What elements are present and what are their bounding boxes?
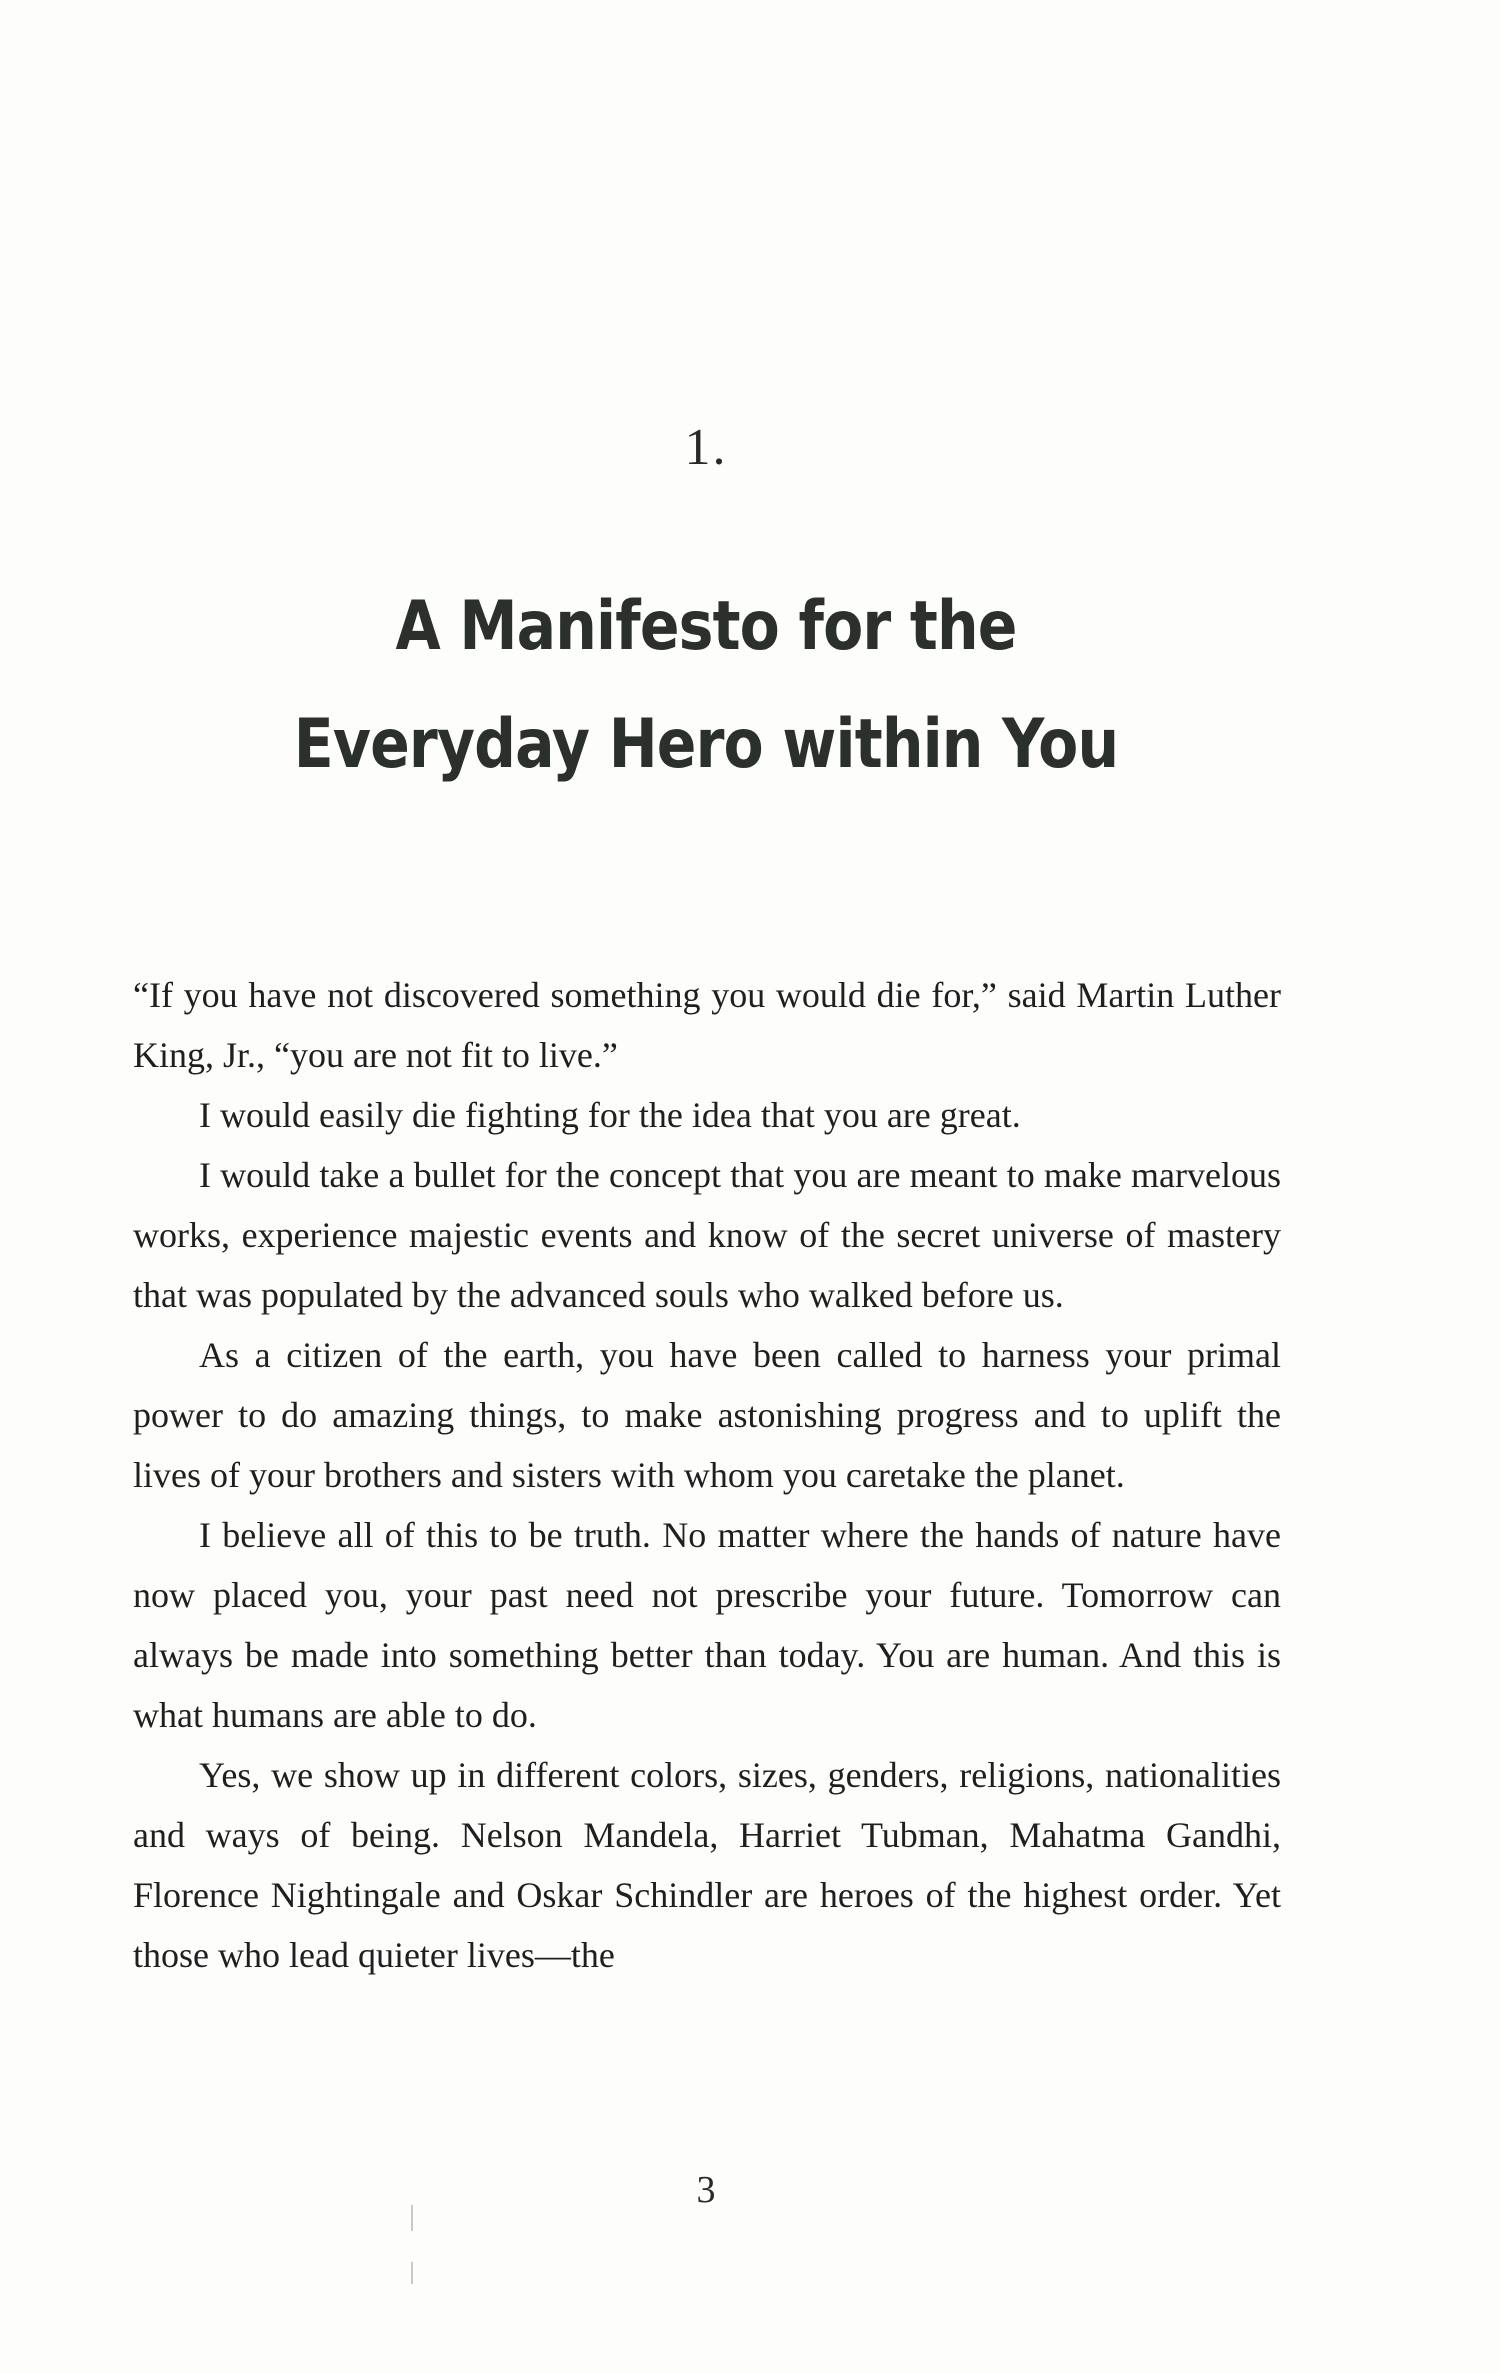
chapter-body bbox=[133, 965, 1281, 1985]
paragraph-4: As a citizen of the earth, you have been called to harness your primal power to do amazing things, to make astonishing progress and to uplift the lives of your brothers and sisters with whom you caretake the planet. bbox=[133, 1335, 1281, 1495]
scan-artifact bbox=[411, 2262, 413, 2284]
paragraph-3: I would take a bullet for the concept that you are meant to make marvelous works, experience majestic events and know of the secret universe of mastery that was populated by the advanced souls who walked before us. bbox=[133, 1155, 1281, 1315]
chapter-number: 1. bbox=[684, 419, 728, 476]
paragraph-2: I would easily die fighting for the idea that you are great. bbox=[199, 1095, 1021, 1135]
chapter-title-line-2: Everyday Hero within You bbox=[293, 705, 1119, 784]
paragraph-1: “If you have not discovered something you would die for,” said Martin Luther King, Jr., “you are not fit to live.” bbox=[133, 975, 1281, 1075]
page-number: 3 bbox=[696, 2169, 716, 2211]
chapter-title bbox=[99, 568, 1313, 804]
chapter-title-line-1: A Manifesto for the bbox=[395, 587, 1017, 666]
scan-artifact bbox=[411, 2205, 413, 2231]
paragraph-5: I believe all of this to be truth. No matter where the hands of nature have now placed you, your past need not prescribe your future. Tomorrow can always be made into something better than today. You are human. And this is what humans are able to do. bbox=[133, 1515, 1281, 1735]
paragraph-6: Yes, we show up in different colors, sizes, genders, religions, nationalities and ways of being. Nelson Mandela, Harriet Tubman, Mahatma Gandhi, Florence Nightingale and Oskar Schindler are heroes of the highest order. Yet those who lead quieter lives—the bbox=[133, 1755, 1281, 1975]
